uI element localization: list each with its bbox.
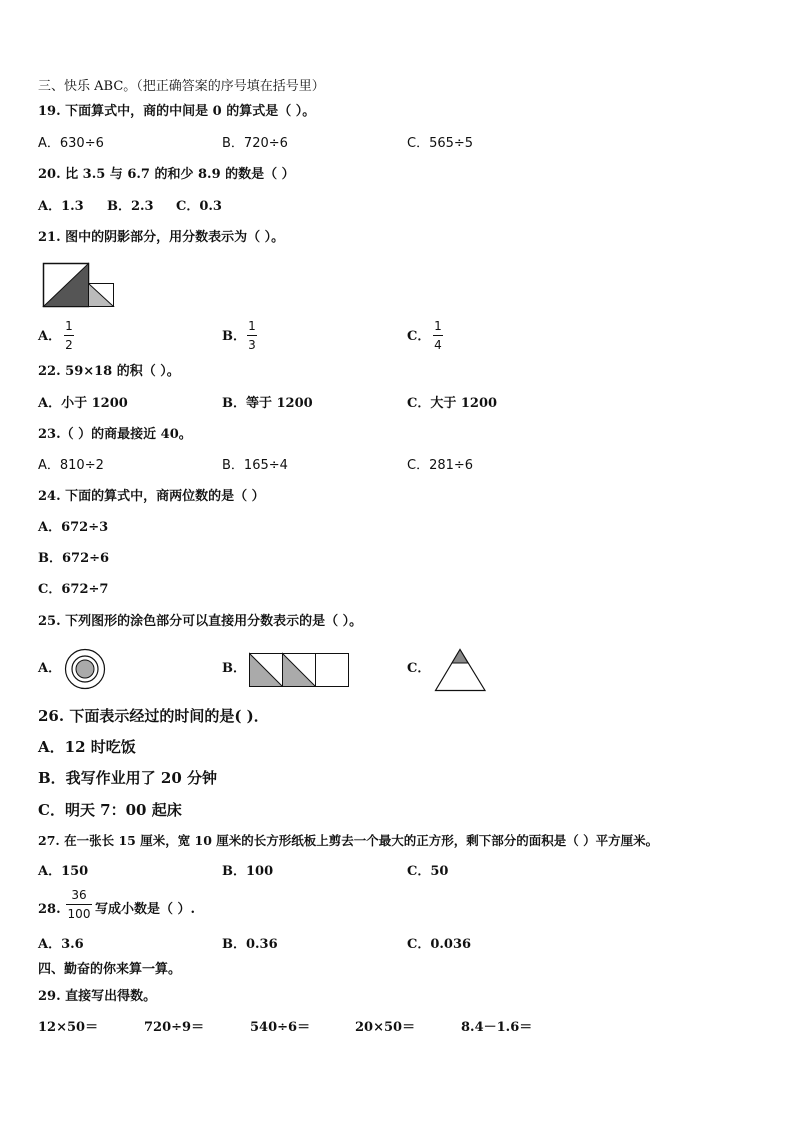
q28-option-c: C．0.036 — [407, 937, 472, 952]
q25-option-a-letter: A． — [38, 661, 62, 676]
q25-option-c-letter: C． — [407, 661, 431, 676]
q25-figure-a-circle — [64, 648, 106, 690]
q24-option-b: B．672÷6 — [38, 551, 110, 566]
fraction-bar — [433, 335, 443, 336]
q24-option-a: A．672÷3 — [38, 520, 109, 535]
question-28-label: 28. — [38, 902, 61, 917]
q21-shaded-figure — [43, 263, 115, 307]
question-26-stem: 26. 下面表示经过的时间的是( )． — [38, 707, 269, 725]
q26-option-c: C．明天 7：00 起床 — [38, 801, 182, 819]
q28-option-a: A．3.6 — [38, 937, 84, 952]
q21-option-a-fraction — [64, 319, 74, 352]
q29-item-1: 12×50＝ — [38, 1020, 99, 1035]
fraction-numerator: 1 — [434, 319, 442, 333]
fraction-denominator: 100 — [67, 907, 91, 921]
question-21-stem: 21. 图中的阴影部分，用分数表示为（ ）。 — [38, 230, 285, 245]
q29-item-3: 540÷6＝ — [250, 1020, 311, 1035]
q21-option-c-fraction — [433, 319, 443, 352]
q25-figure-b-squares — [249, 653, 350, 687]
q28-option-b: B．0.36 — [222, 937, 278, 952]
q23-option-c: C．281÷6 — [407, 458, 474, 473]
q29-item-5: 8.4－1.6＝ — [461, 1020, 533, 1035]
q29-item-2: 720÷9＝ — [144, 1020, 205, 1035]
q23-option-b: B．165÷4 — [222, 458, 288, 473]
fraction-numerator: 1 — [248, 319, 256, 333]
q27-option-b: B．100 — [222, 864, 274, 879]
q26-option-b: B．我写作业用了 20 分钟 — [38, 769, 217, 787]
fraction-numerator: 36 — [71, 888, 87, 902]
fraction-denominator: 3 — [248, 338, 256, 352]
q19-option-b: B．720÷6 — [222, 136, 288, 151]
q22-option-c: C．大于 1200 — [407, 396, 498, 411]
question-29-stem: 29. 直接写出得数。 — [38, 989, 157, 1004]
fraction-numerator: 1 — [65, 319, 73, 333]
q28-fraction — [66, 888, 92, 921]
q29-item-4: 20×50＝ — [355, 1020, 416, 1035]
question-23-stem: 23.（ ）的商最接近 40。 — [38, 427, 192, 442]
q27-option-a: A．150 — [38, 864, 89, 879]
question-22-stem: 22. 59×18 的积（ ）。 — [38, 364, 180, 379]
fraction-bar — [66, 904, 92, 905]
q19-option-a: A．630÷6 — [38, 136, 104, 151]
q27-option-c: C．50 — [407, 864, 449, 879]
question-19-stem: 19. 下面算式中，商的中间是 0 的算式是（ ）。 — [38, 104, 316, 119]
q20-option-a: A．1.3 — [38, 199, 84, 214]
q25-option-b-letter: B． — [222, 661, 246, 676]
q22-option-b: B．等于 1200 — [222, 396, 313, 411]
q21-option-a-letter: A． — [38, 329, 62, 344]
fraction-denominator: 2 — [65, 338, 73, 352]
q20-option-b: B．2.3 — [107, 199, 154, 214]
q20-option-c: C．0.3 — [176, 199, 222, 214]
q21-option-b-fraction — [247, 319, 257, 352]
question-27-stem: 27. 在一张长 15 厘米，宽 10 厘米的长方形纸板上剪去一个最大的正方形，剩下部分的面积是（ ）平方厘米。 — [38, 833, 659, 848]
q19-option-c: C．565÷5 — [407, 136, 474, 151]
question-24-stem: 24. 下面的算式中，商两位数的是（ ） — [38, 489, 265, 504]
q21-option-b-letter: B． — [222, 329, 246, 344]
fraction-denominator: 4 — [434, 338, 442, 352]
q23-option-a: A．810÷2 — [38, 458, 104, 473]
q24-option-c: C．672÷7 — [38, 582, 109, 597]
fraction-bar — [64, 335, 74, 336]
section-heading-4: 四、勤奋的你来算一算。 — [38, 962, 182, 977]
fraction-bar — [247, 335, 257, 336]
q26-option-a: A．12 时吃饭 — [38, 738, 136, 756]
question-20-stem: 20. 比 3.5 与 6.7 的和少 8.9 的数是（ ） — [38, 167, 295, 182]
q22-option-a: A．小于 1200 — [38, 396, 128, 411]
question-25-stem: 25. 下列图形的涂色部分可以直接用分数表示的是（ ）。 — [38, 614, 363, 629]
q28-stem-rest: 写成小数是（ ）. — [95, 902, 196, 917]
q21-option-c-letter: C． — [407, 329, 431, 344]
q25-figure-c-triangle — [435, 649, 486, 691]
section-heading-3: 三、快乐 ABC。（把正确答案的序号填在括号里） — [38, 79, 325, 94]
